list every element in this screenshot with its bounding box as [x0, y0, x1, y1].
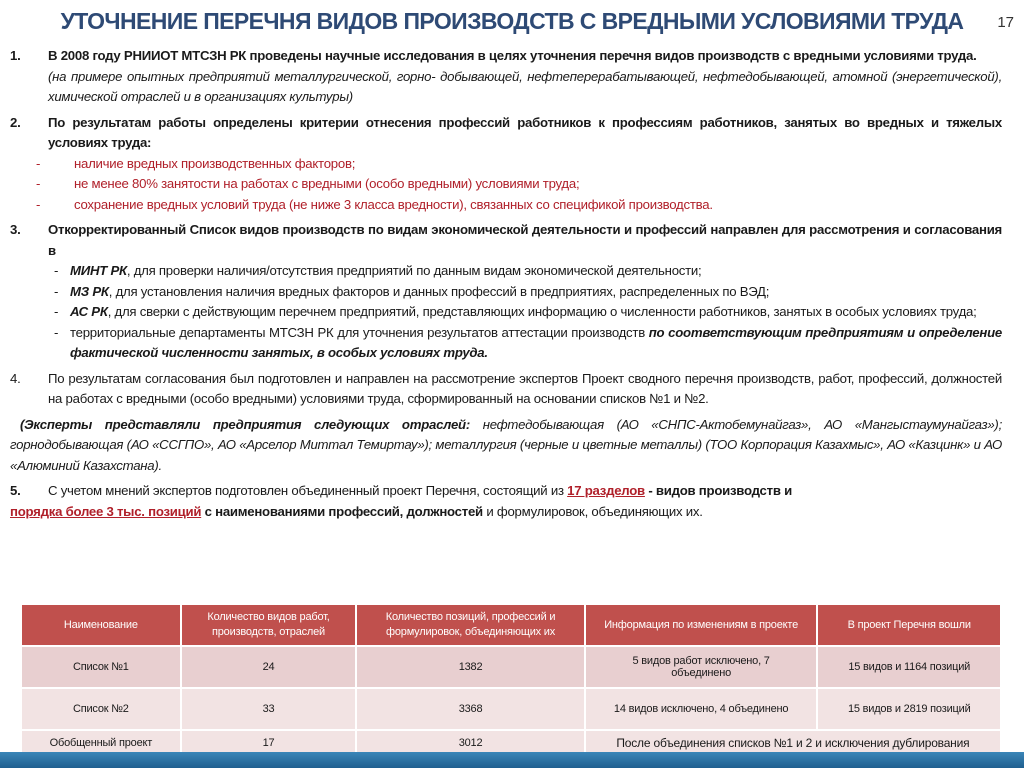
item-number: 4.: [10, 370, 21, 386]
column-header: В проект Перечня вошли: [817, 604, 1001, 646]
item-number: 5.: [10, 483, 21, 498]
agency-name: МЗ РК: [70, 283, 109, 299]
slide-content: [10, 46, 1002, 522]
item-number: 2.: [10, 114, 21, 130]
experts-text: нефтедобывающая (АО «СНПС-Актобемунайгаз», АО «Мангыстаумунайгаз»); горнодобывающая (АО «ССГПО», АО «Арселор Миттал Темиртау»); металлургия (черные и цветные металлы) (ТОО Корпорация Казахмыс», АО «Казцинк» и АО «Алюминий Казахстана).: [10, 416, 1002, 473]
item-5: [10, 481, 1002, 502]
table-cell: 17: [181, 730, 357, 756]
slide-title: УТОЧНЕНИЕ ПЕРЕЧНЯ ВИДОВ ПРОИЗВОДСТВ С ВРЕДНЫМИ УСЛОВИЯМИ ТРУДА: [60, 8, 964, 34]
item-3: [10, 220, 1002, 261]
item-text: С учетом мнений экспертов подготовлен объединенный проект Перечня, состоящий из: [48, 483, 568, 498]
item-5-continued: [10, 502, 1002, 523]
agency-bullet: - территориальные департаменты МТСЗН РК для уточнения результатов аттестации производств по соответствующим предприятиям и определение фактической численности занятых, в особых условиях труда.: [54, 324, 1002, 360]
table-cell: Обобщенный проект: [21, 730, 181, 756]
table-cell: 33: [181, 688, 357, 730]
bullet-text: не менее 80% занятости на работах с вредными (особо вредными) условиями труда;: [74, 176, 580, 191]
bullet-text: наличие вредных производственных факторов;: [74, 155, 356, 171]
bullet-text: , для установления наличия вредных факторов и данных профессий в предприятиях, распределенных по ВЭД;: [108, 283, 770, 299]
bullet-text: , для проверки наличия/отсутствия предприятий по данным видам экономической деятельности;: [126, 263, 702, 278]
table-cell: 5 видов работ исключено, 7 объединено: [585, 646, 818, 688]
bullet-emphasis: по соответствующим предприятиям и определение фактической численности занятых, в особых условиях труда.: [70, 324, 1002, 360]
bullet-text: сохранение вредных условий труда (не ниже 3 класса вредности), связанных со спецификой производства.: [74, 196, 713, 212]
summary-table: [20, 603, 1002, 757]
item-text: По результатам работы определены критерии отнесения профессий работников к профессиям работников, занятых во вредных и тяжелых условиях труда:: [48, 114, 1002, 150]
bullet-text: , для сверки с действующим перечнем предприятий, представляющих информацию о численности работников, занятых в особых условиях труда;: [107, 304, 977, 319]
agency-bullet: - АС РК, для сверки с действующим перечнем предприятий, представляющих информацию о численности работников, занятых в особых условиях труда;: [54, 304, 977, 319]
item-2: [10, 113, 1002, 154]
item-4: [10, 369, 1002, 477]
table-cell: 14 видов исключено, 4 объединено: [585, 688, 818, 730]
table-cell: 15 видов и 2819 позиций: [817, 688, 1001, 730]
page-number: 17: [997, 14, 1014, 31]
agency-name: МИНТ РК: [70, 263, 127, 278]
agency-bullet: - МИНТ РК, для проверки наличия/отсутствия предприятий по данным видам экономической деятельности;: [54, 263, 702, 278]
table-cell: Список №2: [21, 688, 181, 730]
table-row: [21, 646, 1001, 688]
footer-bar: [0, 752, 1024, 768]
table-row: [21, 688, 1001, 730]
column-header: Наименование: [21, 604, 181, 646]
table-cell: 24: [181, 646, 357, 688]
item-note: (на примере опытных предприятий металлургической, горно- добывающей, нефтеперерабатывающей, нефтедобывающей, атомной (энергетической), химической отраслей и в организациях культуры): [48, 68, 1002, 104]
experts-note: [10, 415, 1002, 477]
column-header: Информация по изменениям в проекте: [585, 604, 818, 646]
column-header: Количество позиций, профессий и формулировок, объединяющих их: [356, 604, 584, 646]
item-number: 1.: [10, 48, 21, 63]
item-1: [10, 46, 1002, 108]
agency-name: АС РК: [70, 304, 108, 319]
table-cell: После объединения списков №1 и 2 и исключения дублирования: [585, 730, 1001, 756]
item-text-bold: - видов производств и: [644, 483, 792, 498]
table-cell: 15 видов и 1164 позиций: [817, 646, 1001, 688]
table-cell: 3368: [356, 688, 584, 730]
item-text: По результатам согласования был подготовлен и направлен на рассмотрение экспертов Проект сводного перечня производств, работ, профессий, должностей на работах с вредными (особо вредными) условиями труда, сформированный на основании списков №1 и №2.: [48, 370, 1002, 406]
table-cell: 3012: [356, 730, 584, 756]
criteria-bullet: - не менее 80% занятости на работах с вредными (особо вредными) условиями труда;: [36, 176, 580, 191]
item-text: и формулировок, объединяющих их.: [482, 503, 703, 519]
item-number: 3.: [10, 222, 21, 237]
criteria-bullet: - сохранение вредных условий труда (не ниже 3 класса вредности), связанных со спецификой производства.: [36, 196, 713, 212]
agency-bullet: - МЗ РК, для установления наличия вредных факторов и данных профессий в предприятиях, распределенных по ВЭД;: [54, 283, 770, 299]
table-cell: Список №1: [21, 646, 181, 688]
table-cell: 1382: [356, 646, 584, 688]
bullet-text: территориальные департаменты МТСЗН РК для уточнения результатов аттестации производств: [70, 324, 649, 340]
column-header: Количество видов работ, производств, отраслей: [181, 604, 357, 646]
highlight-positions: порядка более 3 тыс. позиций: [10, 503, 202, 519]
item-text: Откорректированный Список видов производств по видам экономической деятельности и профессий направлен для рассмотрения и согласования в: [48, 222, 1002, 258]
experts-lead: (Эксперты представляли предприятия следующих отраслей:: [20, 416, 470, 432]
highlight-sections: 17 разделов: [567, 483, 645, 498]
item-text: В 2008 году РНИИОТ МТСЗН РК проведены научные исследования в целях уточнения перечня видов производств с вредными условиями труда.: [48, 48, 977, 63]
item-text-bold: с наименованиями профессий, должностей: [201, 503, 483, 519]
criteria-bullet: - наличие вредных производственных факторов;: [36, 155, 356, 171]
table-header-row: [21, 604, 1001, 646]
